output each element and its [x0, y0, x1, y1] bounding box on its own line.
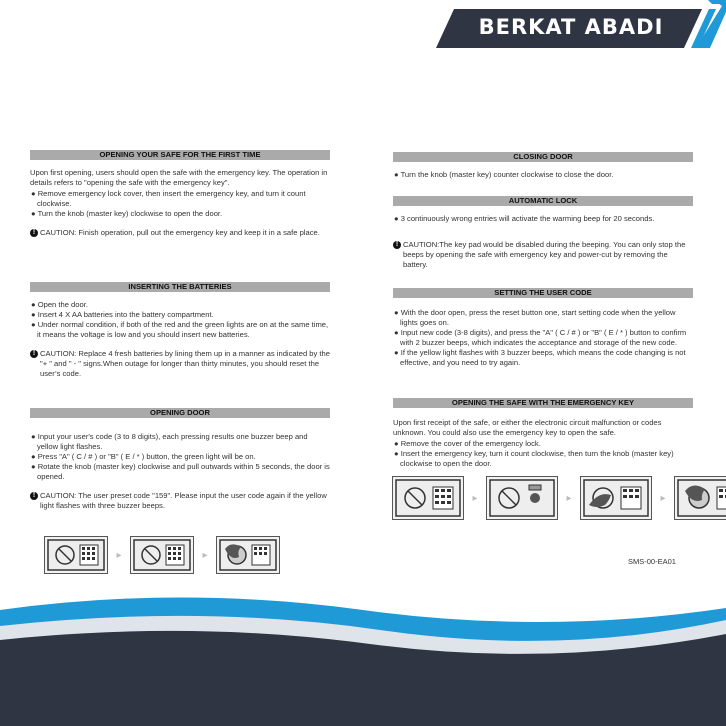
header-first-time: OPENING YOUR SAFE FOR THE FIRST TIME [30, 150, 330, 160]
user-code-bullet-3: ● If the yellow light flashes with 3 buzzer beeps, which means the code changing is not effective, and you need to try again. [394, 348, 686, 368]
emergency-cover-icon [487, 477, 557, 519]
step-arrow-icon: ▸ [202, 549, 208, 561]
first-time-caution: ! CAUTION: Finish operation, pull out the emergency key and keep it in a safe place. [30, 228, 330, 238]
emergency-bullet-1: ● Remove the cover of the emergency lock. [394, 439, 541, 449]
safe-diagram-closed [392, 476, 464, 520]
safe-diagram-keypad [44, 536, 108, 574]
safe-keypad-icon [45, 537, 107, 573]
automatic-lock-body [393, 214, 693, 270]
header-emergency-key: OPENING THE SAFE WITH THE EMERGENCY KEY [393, 398, 693, 408]
safe-diagram-cover [486, 476, 558, 520]
hand-turning-knob-icon [217, 537, 279, 573]
step-arrow-icon: ▸ [116, 549, 122, 561]
caution-icon: ! [30, 229, 38, 237]
emergency-intro: Upon first receipt of the safe, or either the electronic circuit malfunction or codes unknown. You could also use the emergency key to open the safe. [393, 418, 662, 438]
first-time-body [30, 168, 330, 238]
batteries-caution: ! CAUTION: Replace 4 fresh batteries by lining them up in a manner as indicated by the "+ " and " - " signs.When outage for longer than thirty minutes, you should reset the user’s code. [30, 349, 330, 379]
header-closing-door: CLOSING DOOR [393, 152, 693, 162]
opening-door-body [30, 432, 330, 511]
user-code-bullet-2: ● Input new code (3-8 digits), and press the "A" ( C / # ) or "B" ( E / * ) button to confirm with 2 buzzer beeps, which indicates the acceptance and storage of the new code. [394, 328, 687, 348]
hand-key-icon [581, 477, 651, 519]
header-batteries: INSERTING THE BATTERIES [30, 282, 330, 292]
emergency-bullet-2: ● Insert the emergency key, turn it count clockwise, then turn the knob (master key) clockwise to open the door. [394, 449, 674, 469]
emergency-key-diagrams [392, 476, 726, 520]
hand-knob-open-icon [675, 477, 726, 519]
batteries-bullet-2: ● Insert 4 X AA batteries into the battery compartment. [31, 310, 214, 320]
safe-closed-icon [393, 477, 463, 519]
batteries-body [30, 300, 330, 379]
first-time-intro: Upon first opening, users should open the safe with the emergency key. The operation in details refers to "opening the safe with the emergency key". [30, 168, 328, 188]
safe-diagram-press [130, 536, 194, 574]
caution-icon: ! [30, 492, 38, 500]
safe-diagram-open [674, 476, 726, 520]
caution-icon: ! [30, 350, 38, 358]
first-time-bullet-2: ● Turn the knob (master key) clockwise to open the door. [31, 209, 223, 219]
header-opening-door: OPENING DOOR [30, 408, 330, 418]
closing-body [393, 170, 693, 180]
safe-diagram-key [580, 476, 652, 520]
brand-name: BERKAT ABADI [478, 15, 664, 39]
opening-door-caution: ! CAUTION: The user preset code "159". Please input the user code again if the yellow light flashes with three buzzer beeps. [30, 491, 330, 511]
user-code-body [393, 308, 693, 368]
header-automatic-lock: AUTOMATIC LOCK [393, 196, 693, 206]
header-user-code: SETTING THE USER CODE [393, 288, 693, 298]
automatic-lock-bullet-1: ● 3 continuously wrong entries will activate the warming beep for 20 seconds. [394, 214, 655, 223]
user-code-bullet-1: ● With the door open, press the reset button one, start setting code when the yellow lights goes on. [394, 308, 676, 328]
safe-diagram-knob [216, 536, 280, 574]
step-arrow-icon: ▸ [660, 492, 666, 504]
first-time-bullet-1: ● Remove emergency lock cover, then insert the emergency key, and turn it count clockwise. [31, 189, 306, 209]
closing-bullet-1: ● Turn the knob (master key) counter clockwise to close the door. [394, 170, 614, 179]
caution-icon: ! [393, 241, 401, 249]
opening-door-bullet-2: ● Press "A" ( C / # ) or "B" ( E / * ) button, the green light will be on. [31, 452, 256, 462]
batteries-bullet-1: ● Open the door. [31, 300, 88, 309]
automatic-lock-caution: ! CAUTION:The key pad would be disabled during the beeping. You can only stop the beeps by opening the safe with emergency key and power-cut by removing the battery. [393, 240, 693, 270]
step-arrow-icon: ▸ [566, 492, 572, 504]
emergency-body [393, 418, 693, 469]
opening-door-bullet-3: ● Rotate the knob (master key) clockwise and pull outwards within 5 seconds, the door is opened. [31, 462, 330, 482]
brand-banner [426, 0, 726, 60]
step-arrow-icon: ▸ [472, 492, 478, 504]
batteries-bullet-3: ● Under normal condition, if both of the red and the green lights are on at the same time, it means the voltage is low and you should insert new batteries. [31, 320, 329, 340]
safe-press-icon [131, 537, 193, 573]
bottom-wave-decoration [0, 590, 726, 726]
opening-door-diagrams [44, 536, 280, 574]
model-code: SMS-00-EA01 [628, 557, 676, 566]
opening-door-bullet-1: ● Input your user's code (3 to 8 digits), each pressing results one buzzer beep and yellow light flashes. [31, 432, 308, 452]
